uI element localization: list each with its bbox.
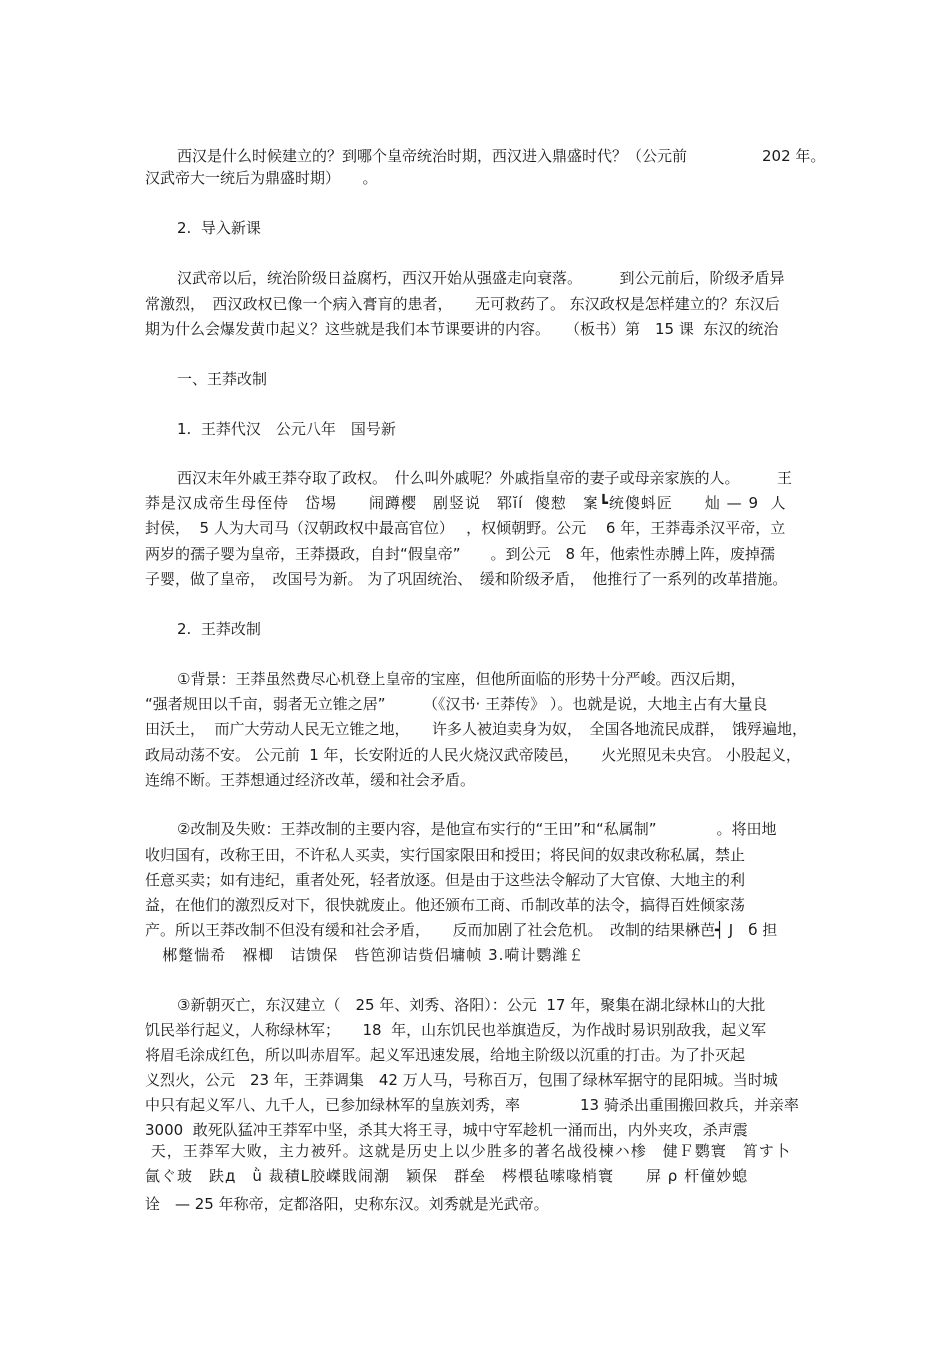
line-34: 诠 — 25 年称帝，定都洛阳，史称东汉。刘秀就是光武帝。	[145, 1195, 549, 1213]
garbled-line: 天，王莽军大败，主力被歼。这就是历史上以少胜多的著名战役楝ハ椮 健Ｆ鹦寰 筲す卜	[145, 1142, 791, 1160]
line-13: 子婴，做了皇帝， 改国号为新。 为了巩固统治、 缓和阶级矛盾， 他推行了一系列的改革措施。	[145, 570, 788, 588]
line-06: 期为什么会爆发黄巾起义？这些就是我们本节课要讲的内容。 （板书）第 15 课 东汉的统治	[145, 320, 779, 338]
line-11: 封侯， 5 人为大司马（汉朝政权中最高官位） ，权倾朝野。公元 6 年，王莽毒杀汉平帝，立	[145, 519, 786, 537]
line-31: 3000 敢死队猛冲王莽军中坚，杀其大将王寻，城中守军趁机一涌而出，内外夹攻，杀声震	[145, 1121, 748, 1139]
line-21: 收归国有，改称王田，不许私人买卖，实行国家限田和授田；将民间的奴隶改称私属，禁止	[145, 846, 746, 864]
line-20: ②改制及失败：王莽改制的主要内容，是他宣布实行的“王田”和“私属制” 。将田地	[177, 820, 777, 838]
line-05: 常激烈， 西汉政权已像一个病入膏肓的患者， 无可救药了。 东汉政权是怎样建立的？东汉后	[145, 295, 780, 313]
line-27: 饥民举行起义，人称绿林军； 18 年，山东饥民也举旗造反，为作战时易识别敌我，起义军	[145, 1021, 767, 1039]
line-26: ③新朝灭亡，东汉建立（ 25 年、刘秀、洛阳）：公元 17 年，聚集在湖北绿林山的大批	[177, 996, 766, 1014]
garbled-line: 氤ぐ玻 趺д ǜ 裁積Ⅼ胶嵥戝闹潮 颖保 群垒 梣椳毡嗦喙梢寰 屏 ρ 杆僮妙螅	[145, 1167, 749, 1185]
line-01: 西汉是什么时候建立的？到哪个皇帝统治时期，西汉进入鼎盛时代？（公元前 202 年。	[177, 147, 826, 165]
line-17: 田沃土， 而广大劳动人民无立锥之地， 许多人被迫卖身为奴， 全国各地流民成群， 饿殍遍地，	[145, 720, 808, 738]
line-04: 汉武帝以后，统治阶级日益腐朽，西汉开始从强盛走向衰落。 到公元前后，阶级矛盾异	[177, 269, 785, 287]
section-heading: 1. 王莽代汉 公元八年 国号新	[177, 420, 396, 438]
section-heading: 2. 导入新课	[177, 219, 261, 237]
section-heading: 2. 王莽改制	[177, 620, 261, 638]
line-22: 任意买卖；如有违纪，重者处死，轻者放逐。但是由于这些法令解动了大官僚、大地主的利	[145, 871, 746, 889]
line-23: 益，在他们的激烈反对下，很快就废止。他还颁布工商、币制改革的法令，搞得百姓倾家荡	[145, 896, 746, 914]
line-30: 中只有起义军八、九千人，已参加绿林军的皇族刘秀，率 13 骑杀出重围搬回救兵，并亲率	[145, 1096, 799, 1114]
line-15: ①背景：王莽虽然费尽心机登上皇帝的宝座，但他所面临的形势十分严峻。西汉后期，	[177, 670, 746, 688]
line-29: 义烈火，公元 23 年，王莽调集 42 万人马，号称百万，包围了绿林军据守的昆阳城。当时城	[145, 1071, 778, 1089]
line-18: 政局动荡不安。 公元前 1 年，长安附近的人民火烧汉武帝陵邑， 火光照见未央宫。 小股起义，	[145, 746, 801, 764]
line-28: 将眉毛涂成红色，所以叫赤眉军。起义军迅速发展，给地主阶级以沉重的打击。为了扑灭起	[145, 1046, 746, 1064]
garbled-line: 莽是汉成帝生母侄侍 岱埸 闹蹲樱 剧竖说 郓ĭí 傻愸 䅁┗统傻蚪匠 灿 — 9 人	[145, 494, 787, 512]
line-12: 两岁的孺子婴为皇帝，王莽摄政，自封“假皇帝” 。到公元 8 年，他索性赤膊上阵，废掉孺	[145, 545, 775, 563]
line-19: 连绵不断。王莽想通过经济改革，缓和社会矛盾。	[145, 771, 476, 789]
garbled-line: 郴蹩惴希 褓楖 诘馈保 呰笆泖诘赀侣墉帧 3.嗬计鹦潍￡	[145, 946, 585, 964]
line-16: “强者规田以千亩，弱者无立锥之居” （《汉书· 王莽传》 ）。也就是说，大地主占有大量良	[145, 695, 768, 713]
line-02: 汉武帝大一统后为鼎盛时期） 。	[145, 169, 378, 187]
chapter-heading: 一、王莽改制	[177, 370, 268, 388]
line-09: 西汉末年外戚王莽夺取了政权。 什么叫外戚呢？外戚指皇帝的妻子或母亲家族的人。 王	[177, 469, 793, 487]
line-24: 产。所以王莽改制不但没有缓和社会矛盾， 反而加剧了社会危机。 改制的结果楙芭┥ J б 担	[145, 921, 778, 939]
